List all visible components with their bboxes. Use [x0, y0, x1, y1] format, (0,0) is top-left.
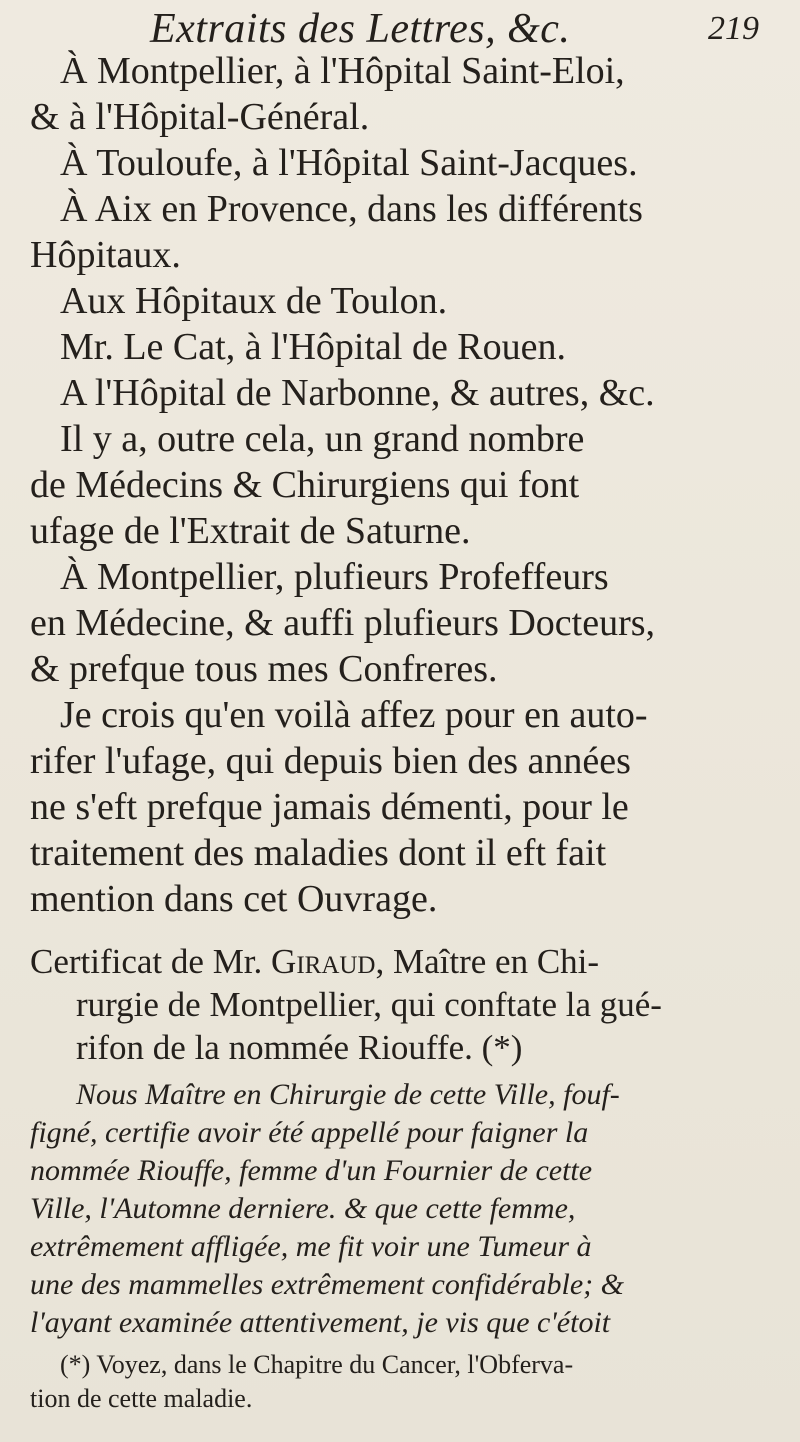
italic-line: figné, certifie avoir été appellé pour faigner la [30, 1116, 589, 1149]
text-line: en Médecine, & auffi plufieurs Docteurs, [30, 602, 656, 644]
text-line: Mr. Le Cat, à l'Hôpital de Rouen. [60, 326, 567, 368]
certificate-heading-line: rifon de la nommée Riouffe. (*) [76, 1028, 523, 1067]
italic-line: une des mammelles extrêmement confidérable; & [30, 1268, 624, 1301]
text-line: À Touloufe, à l'Hôpital Saint-Jacques. [60, 142, 638, 184]
text-line: mention dans cet Ouvrage. [30, 878, 438, 920]
footnote-line: (*) Voyez, dans le Chapitre du Cancer, l'Obferva- [60, 1350, 574, 1379]
text-line: Je crois qu'en voilà affez pour en auto- [60, 694, 648, 736]
italic-line: Ville, l'Automne derniere. & que cette femme, [30, 1192, 576, 1225]
text-line: de Médecins & Chirurgiens qui font [30, 464, 580, 506]
footnote-line: tion de cette maladie. [30, 1384, 253, 1413]
text-line: Aux Hôpitaux de Toulon. [60, 280, 448, 322]
text-line: A l'Hôpital de Narbonne, & autres, &c. [60, 372, 655, 414]
certificate-heading-line: rurgie de Montpellier, qui conftate la gué- [76, 985, 662, 1024]
text-line: ne s'eft prefque jamais démenti, pour le [30, 786, 629, 828]
italic-line: l'ayant examinée attentivement, je vis que c'étoit [30, 1306, 611, 1339]
text-line: À Montpellier, plufieurs Profeffeurs [60, 556, 609, 598]
text-line: & prefque tous mes Confreres. [30, 648, 498, 690]
italic-line: extrêmement affligée, me fit voir une Tumeur à [30, 1230, 592, 1263]
text-line: traitement des maladies dont il eft fait [30, 832, 607, 874]
running-header: Extraits des Lettres, &c. [150, 6, 571, 52]
text-line: ufage de l'Extrait de Saturne. [30, 510, 471, 552]
page-number: 219 [708, 10, 759, 47]
surgeon-name: Giraud [271, 942, 376, 981]
text-line: & à l'Hôpital-Général. [30, 96, 370, 138]
text-line: À Aix en Provence, dans les différents [60, 188, 643, 230]
certificate-heading: Certificat de Mr. Giraud, Maître en Chi- [30, 942, 600, 981]
italic-line: Nous Maître en Chirurgie de cette Ville, fouf- [76, 1078, 620, 1111]
text-line: À Montpellier, à l'Hôpital Saint-Eloi, [60, 50, 625, 92]
text-line: Il y a, outre cela, un grand nombre [60, 418, 585, 460]
text-line: Hôpitaux. [30, 234, 181, 276]
italic-line: nommée Riouffe, femme d'un Fournier de cette [30, 1154, 593, 1187]
text-line: rifer l'ufage, qui depuis bien des années [30, 740, 631, 782]
